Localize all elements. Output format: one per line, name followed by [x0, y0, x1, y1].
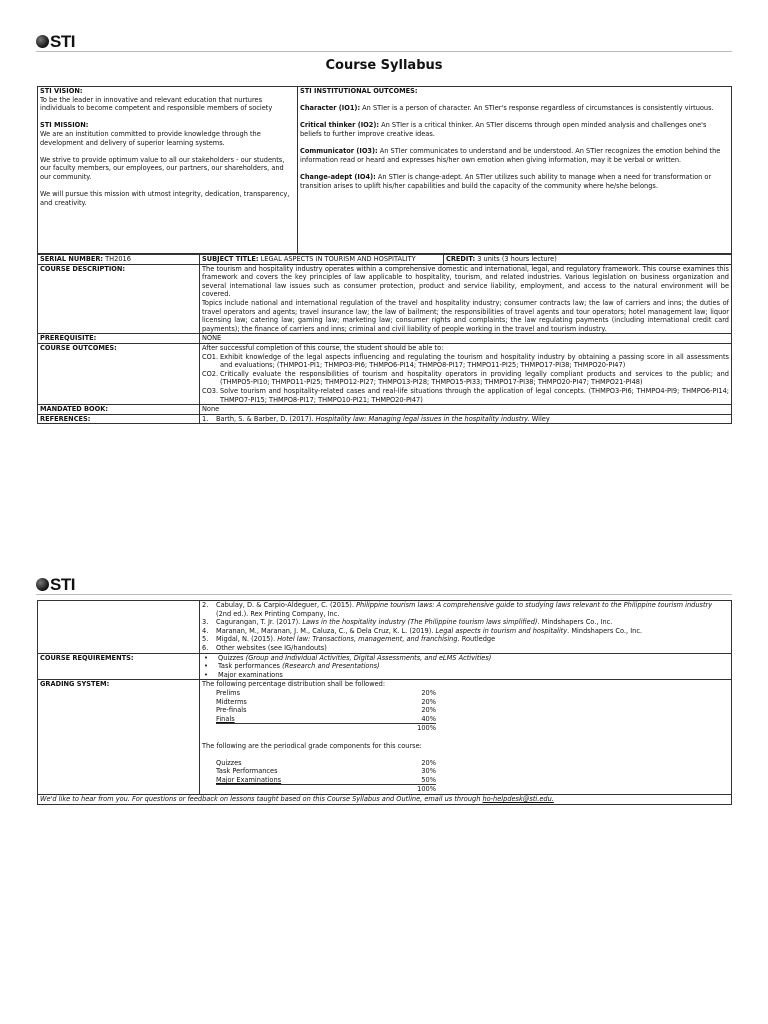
course-outcome-1: CO1. Exhibit knowledge of the legal aspects influencing and regulating the tourism and hospitality industry by obtaining a passing score in all assessments and evaluations; (THMPO1-PI1; THMPO3-PI6; THMPO6-PI14; THMPO8-PI17; THMPO11-PI25; THMPO17-PI38; THMPO20-PI47): [202, 352, 729, 370]
serial-row: SERIAL NUMBER: TH2016 SUBJECT TITLE: LEGAL ASPECTS IN TOURISM AND HOSPITALITY CREDIT: 3 units (3 hours lecture): [38, 255, 732, 265]
logo-text: STI: [50, 575, 75, 594]
mandated-book-row: MANDATED BOOK: None: [38, 405, 732, 415]
header-divider-page-2: [36, 594, 732, 595]
outcome-io1: Character (IO1): An STIer is a person of character. An STIer's response regardless of circumstances is consistently virtuous.: [300, 104, 714, 113]
description-paragraph-2: Topics include national and international regulation of the travel and hospitality industry; consumer contracts law; the law of carriers and inns; the duties of travel operators and agents; travel insurance law; the law of bailment; the responsibilities of travel agents and tour operators; hotel management law; liquor licensing law; catering law; gaming law; marketing law; consumer rights and complaints; the law regulating payments (including international credit card payments); the finance of carriers and inns; criminal and civil liability of people working in the travel and tourism industry.: [202, 298, 729, 333]
mission-paragraph-1: We are an institution committed to provide knowledge through the development and delivery of superior learning systems.: [40, 129, 261, 147]
requirement-1: • Quizzes (Group and Individual Activities, Digital Assessments, and eLMS Activities): [204, 653, 492, 662]
requirement-3: • Major examinations: [204, 670, 283, 679]
course-outcome-3: CO3. Solve tourism and hospitality-related cases and real-life situations through the application of legal concepts. (THMPO3-PI6; THMPO4-PI9; THMPO6-PI14; THMPO7-PI15; THMPO8-PI17; THMPO10-PI21; THMPO20-PI47): [202, 386, 729, 404]
distribution-intro: The following percentage distribution shall be followed:: [202, 680, 386, 689]
mission-heading: STI MISSION:: [40, 121, 89, 130]
mission-paragraph-3: We will pursue this mission with utmost integrity, dedication, transparency, and creativity.: [40, 190, 290, 207]
description-paragraph-1: The tourism and hospitality industry operates within a comprehensive domestic and international, legal, and regulatory framework. This course examines this framework and covers the key principles of law applicable to hospitality, tourism, and related industries. Various legislation on business organization and several international law issues such as consumer protection, product and service liability, employment, and access to the natural environment will be covered.: [202, 264, 729, 299]
reference-1: 1. Barth, S. & Barber, D. (2017). Hospitality law: Managing legal issues in the hospitality industry. Wiley: [202, 414, 550, 423]
reference-5: 5. Migdal, N. (2015). Hotel law: Transactions, management, and franchising. Routledge: [202, 635, 496, 644]
continued-table: [37, 600, 732, 805]
outcome-io4: Change-adept (IO4): An STIer is change-adept. An STIer utilizes such ability to manage when a need for transformation or transition arises to uplift his/her capabilities and build the capacity of the community where he/she belongs.: [300, 172, 712, 190]
reference-4: 4. Maranan, M., Maranan, J. M., Caluza, C., & Dela Cruz, K. L. (2019). Legal aspects in tourism and hospitality. Mindshapers Co., Inc.: [202, 626, 643, 635]
references-continued-row: [38, 601, 732, 654]
requirements-row: COURSE REQUIREMENTS: • Quizzes (Group and Individual Activities, Digital Assessments, and eLMS Activities) • Task performances (Research and Presentations) • Major examinations: [38, 653, 732, 680]
mission-paragraph-2: We strive to provide optimum value to all our stakeholders - our students, our faculty members, our employees, our partners, our shareholders, and our community.: [40, 155, 285, 181]
sti-logo-page-2: [36, 575, 75, 595]
course-outcomes-row: COURSE OUTCOMES: After successful completion of this course, the student should be able to: CO1. Exhibit knowledge of the legal aspects influencing and regulating the tourism and hospitality industry by obtaining a passing score in all assessments and evaluations; (THMPO1-PI1; THMPO3-PI6; THMPO6-PI14; THMPO8-PI17; THMPO11-PI25; THMPO17-PI38; THMPO20-PI47) CO2. Critically evaluate the responsibilities of tourism and hospitality operators in providing legally compliant products and services to the public; and (THMPO5-PI10; THMPO11-PI25; THMPO12-PI27; THMPO13-PI28; THMPO15-PI33; THMPO17-PI38; THMPO20-PI47; THMPO21-PI48) CO3. Solve tourism and hospitality-related cases and real-life situations through the application of legal concepts. (THMPO3-PI6; THMPO4-PI9; THMPO6-PI14; THMPO7-PI15; THMPO8-PI17; THMPO10-PI21; THMPO20-PI47): [38, 343, 732, 404]
course-outcomes-intro: After successful completion of this course, the student should be able to:: [202, 343, 444, 352]
globe-icon: [36, 578, 49, 591]
reference-3: 3. Cagurangan, T. Jr. (2017). Laws in the hospitality industry (The Philippine tourism laws simplified). Mindshapers Co., Inc.: [202, 618, 613, 627]
sti-logo: [36, 32, 75, 52]
outcome-io2: Critical thinker (IO2): An STIer is a critical thinker. An STIer discerns through open minded analysis and challenges one's beliefs to further improve creative ideas.: [300, 121, 707, 138]
course-details-table: [37, 254, 732, 424]
globe-icon: [36, 35, 49, 48]
distribution-table: Prelims 20% Midterms 20% Pre-finals 20% Finals 40% 100%: [216, 688, 436, 733]
description-label: COURSE DESCRIPTION:: [38, 264, 200, 334]
header-divider: [36, 51, 732, 52]
description-row: [38, 264, 732, 334]
course-outcomes-cell: [200, 343, 732, 404]
description-cell: [200, 264, 732, 334]
prerequisite-row: PREREQUISITE: NONE: [38, 334, 732, 344]
helpdesk-email-link[interactable]: ho-helpdesk@sti.edu.: [482, 795, 554, 804]
vision-text: To be the leader in innovative and relevant education that nurtures individuals to become competent and responsible members of society: [40, 95, 273, 113]
page-title: Course Syllabus: [325, 58, 443, 73]
course-outcome-2: CO2. Critically evaluate the responsibilities of tourism and hospitality operators in providing legally compliant products and services to the public; and (THMPO5-PI10; THMPO11-PI25; THMPO12-PI27; THMPO13-PI28; THMPO15-PI33; THMPO17-PI38; THMPO20-PI47; THMPO21-PI48): [202, 369, 729, 387]
components-intro: The following are the periodical grade components for this course:: [202, 741, 422, 750]
logo-text: STI: [50, 32, 75, 51]
outcomes-heading: STI INSTITUTIONAL OUTCOMES:: [300, 87, 418, 95]
components-table: Quizzes 20% Task Performances 30% Major Examinations 50% 100%: [216, 758, 436, 794]
components-total: 100%: [417, 785, 436, 794]
outcome-io3: Communicator (IO3): An STIer communicates to understand and be understood. An STIer recognizes the emotion behind the information read or heard and expresses his/her own emotion when giving information, may it be verbal or written.: [300, 147, 721, 164]
reference-2: 2. Cabulay, D. & Carpio-Aldeguer, C. (2015). Philippine tourism laws: A comprehensive guide to studying laws relevant to the Philippine tourism industry (2nd ed.). Rex Printing Company, Inc.: [202, 601, 713, 618]
vision-mission-cell: [38, 87, 298, 254]
vision-heading: STI VISION:: [40, 87, 83, 95]
footer-row: [38, 795, 732, 805]
feedback-note: We'd like to hear from you. For questions or feedback on lessons taught based on this Course Syllabus and Outline, email us through ho-helpdesk@sti.edu.: [38, 795, 732, 805]
requirement-2: • Task performances (Research and Presentations): [204, 662, 380, 671]
reference-6: 6. Other websites (see IG/handouts): [202, 643, 327, 652]
institutional-outcomes-cell: [298, 87, 732, 254]
grading-cell: [200, 680, 732, 795]
vision-outcomes-table: [37, 86, 732, 254]
distribution-total: 100%: [417, 724, 436, 733]
references-row: REFERENCES: 1. Barth, S. & Barber, D. (2017). Hospitality law: Managing legal issues in the hospitality industry. Wiley: [38, 414, 732, 424]
grading-row: GRADING SYSTEM: The following percentage distribution shall be followed: Prelims 20% Midterms 20% Pre-finals 20% Finals 40% 100% The following are the periodical grade components for this course: Quizzes 20% Task Performances 30% Major Examinations 50% 100%: [38, 680, 732, 795]
